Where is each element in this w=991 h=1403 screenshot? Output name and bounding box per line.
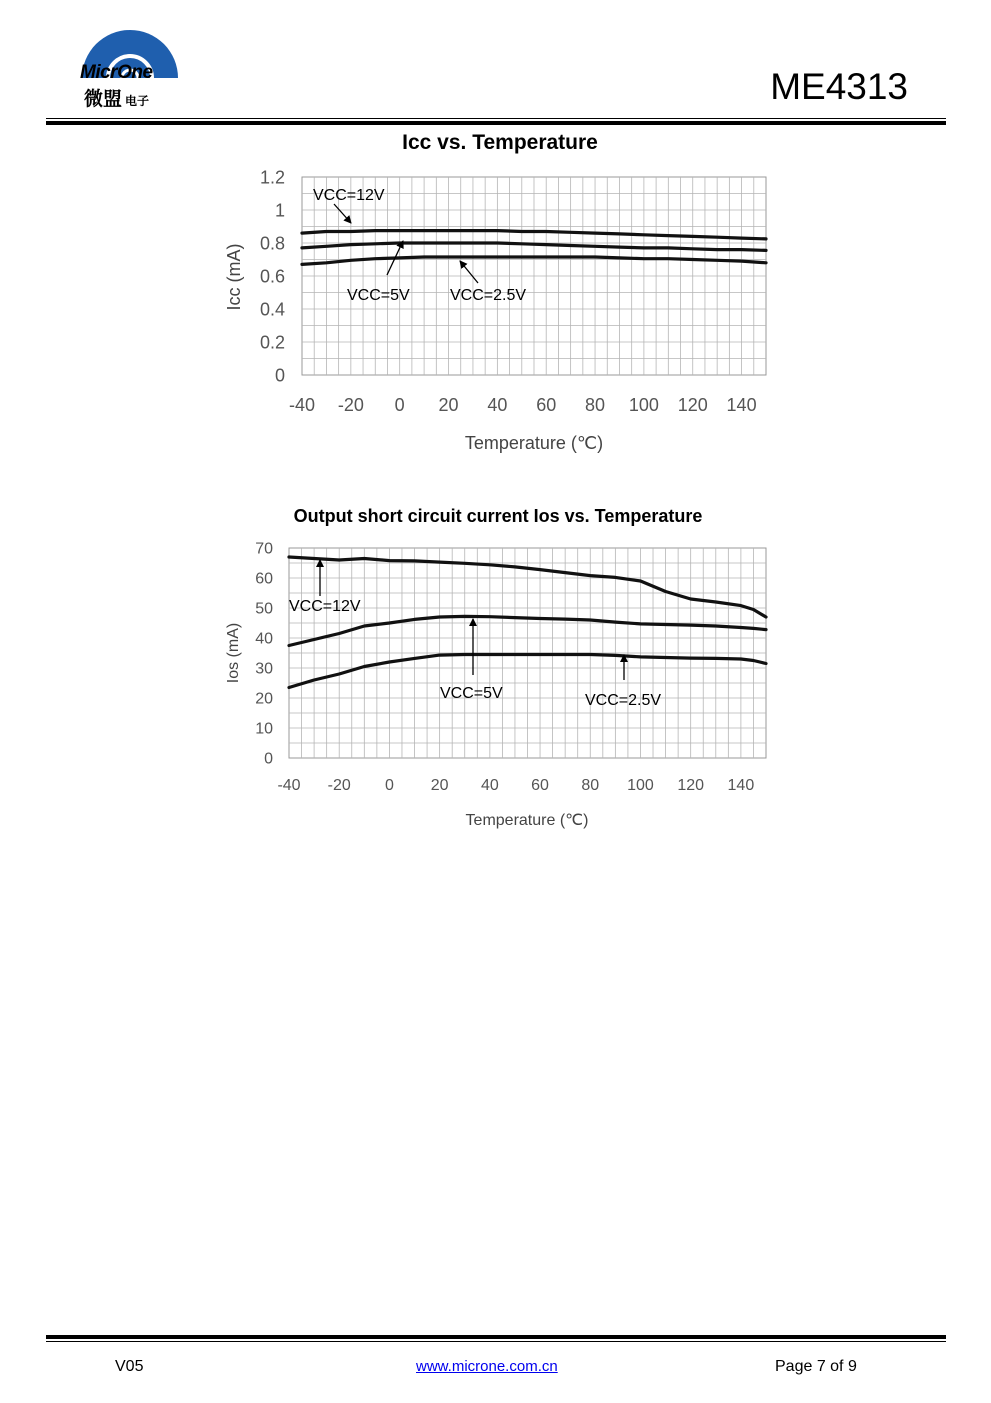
x-tick-label: 80 [581, 777, 600, 794]
x-tick-label: 0 [384, 777, 394, 794]
y-tick-label: 0.2 [259, 332, 285, 353]
y-tick-label: 0 [274, 365, 285, 386]
annotation-label: VCC=12V [289, 598, 361, 615]
x-tick-label: 40 [480, 777, 499, 794]
icc-vs-temperature-chart [0, 120, 991, 470]
x-tick-label: 60 [536, 395, 557, 415]
annotation-label: VCC=5V [347, 287, 410, 304]
x-axis-label: Temperature (℃) [464, 433, 604, 453]
website-link[interactable]: www.microne.com.cn [416, 1358, 558, 1375]
x-tick-label: 60 [531, 777, 549, 794]
y-tick-label: 40 [255, 630, 273, 648]
chart-title: Icc vs. Temperature [402, 131, 598, 154]
y-tick-label: 0.8 [259, 233, 285, 254]
y-tick-label: 30 [255, 660, 273, 678]
x-tick-label: 40 [487, 395, 508, 415]
y-tick-label: 20 [255, 690, 273, 708]
logo-text-latin: MicrOne [80, 62, 153, 83]
ios-vs-temperature-chart [0, 495, 991, 845]
logo-text-cn: 微盟 电子 [84, 89, 150, 110]
x-tick-label: 120 [677, 395, 708, 415]
y-tick-label: 1.2 [259, 167, 285, 188]
y-tick-label: 60 [255, 570, 273, 588]
x-tick-label: 20 [438, 395, 459, 415]
x-tick-label: 120 [677, 777, 705, 794]
footer-rule-thin [46, 1341, 946, 1342]
y-tick-label: 0.4 [259, 299, 285, 320]
y-tick-label: 10 [255, 720, 273, 738]
header-rule-thin [46, 118, 946, 119]
chart-title: Output short circuit current Ios vs. Temperature [293, 506, 703, 526]
x-axis-label: Temperature (℃) [465, 812, 589, 829]
footer-version: V05 [115, 1358, 144, 1375]
x-tick-label: 0 [394, 395, 405, 415]
x-tick-label: -20 [327, 777, 351, 794]
part-number: ME4313 [770, 66, 908, 107]
annotation-label: VCC=2.5V [450, 287, 527, 304]
y-tick-label: 50 [255, 600, 273, 618]
x-tick-label: 140 [726, 395, 757, 415]
y-tick-label: 70 [255, 540, 273, 558]
y-axis-label: Icc (mA) [224, 243, 244, 311]
footer-rule-thick [46, 1335, 946, 1339]
x-tick-label: 100 [628, 395, 659, 415]
x-tick-label: -40 [288, 395, 316, 415]
x-tick-label: -40 [277, 777, 301, 794]
footer-website[interactable] [416, 1358, 558, 1376]
x-tick-label: -20 [337, 395, 364, 415]
y-tick-label: 0.6 [259, 266, 285, 287]
annotation-label: VCC=12V [313, 187, 385, 204]
x-tick-label: 100 [627, 777, 654, 794]
x-tick-label: 140 [727, 777, 755, 794]
y-tick-label: 1 [274, 200, 285, 221]
footer-page-number: Page 7 of 9 [775, 1358, 857, 1375]
x-tick-label: 80 [585, 395, 606, 415]
annotation-label: VCC=2.5V [585, 692, 662, 709]
y-axis-label: Ios (mA) [225, 622, 242, 684]
annotation-label: VCC=5V [440, 685, 503, 702]
x-tick-label: 20 [430, 777, 449, 794]
y-tick-label: 0 [264, 750, 273, 768]
